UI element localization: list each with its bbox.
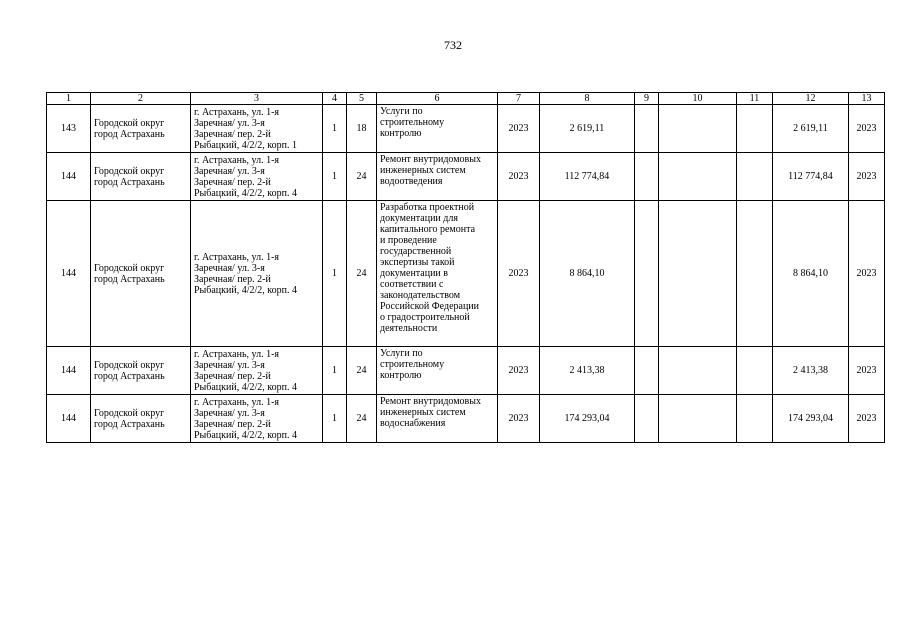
cell-col-11 (737, 201, 773, 347)
cell-col-7: 2023 (498, 395, 540, 443)
column-number: 11 (737, 93, 773, 105)
column-number-row (47, 93, 885, 105)
cell-col-13: 2023 (849, 153, 885, 201)
cell-line: капитального ремонта (380, 224, 476, 235)
cell-col-7: 2023 (498, 105, 540, 153)
cell-col-3 (191, 105, 323, 153)
cell-col-6 (377, 105, 498, 153)
cell-line: государственной (380, 246, 452, 257)
cell-col-4: 1 (323, 105, 347, 153)
cell-line: Заречная/ ул. 3-я (194, 407, 265, 419)
cell-line: Российской Федерации (380, 301, 480, 312)
cell-col-11 (737, 153, 773, 201)
cell-line: Городской округ (94, 262, 165, 274)
cell-line: город Астрахань (94, 370, 165, 382)
cell-col-4: 1 (323, 153, 347, 201)
column-number: 2 (91, 93, 191, 105)
cell-line: город Астрахань (94, 176, 165, 188)
cell-line: Заречная/ ул. 3-я (194, 262, 265, 274)
cell-line: Заречная/ ул. 3-я (194, 359, 265, 371)
column-number: 6 (377, 93, 498, 105)
cell-col-9 (635, 105, 659, 153)
column-number: 7 (498, 93, 540, 105)
cell-col-1: 143 (47, 105, 91, 153)
table-body (47, 93, 885, 443)
cell-col-10 (659, 201, 737, 347)
cell-col-9 (635, 153, 659, 201)
cell-line: Заречная/ пер. 2-й (194, 273, 271, 285)
table-row (47, 105, 885, 153)
cell-line: Рыбацкий, 4/2/2, корп. 4 (194, 429, 297, 441)
works-table (46, 92, 885, 443)
cell-line: документации для (380, 213, 458, 224)
cell-col-13: 2023 (849, 395, 885, 443)
column-number: 13 (849, 93, 885, 105)
cell-col-10 (659, 105, 737, 153)
cell-col-13: 2023 (849, 105, 885, 153)
column-number: 4 (323, 93, 347, 105)
column-number: 12 (773, 93, 849, 105)
column-number: 9 (635, 93, 659, 105)
cell-col-11 (737, 395, 773, 443)
cell-col-1: 144 (47, 201, 91, 347)
page-number: 732 (444, 38, 462, 52)
cell-col-10 (659, 347, 737, 395)
cell-col-13: 2023 (849, 347, 885, 395)
cell-line: инженерных систем (380, 407, 466, 418)
cell-col-3 (191, 395, 323, 443)
cell-line: строительному (380, 359, 445, 370)
cell-col-9 (635, 201, 659, 347)
cell-line: Разработка проектной (380, 202, 475, 213)
cell-line: г. Астрахань, ул. 1-я (194, 106, 280, 118)
cell-col-8: 174 293,04 (540, 395, 635, 443)
cell-line: Рыбацкий, 4/2/2, корп. 1 (194, 139, 297, 151)
column-number: 1 (47, 93, 91, 105)
column-number: 5 (347, 93, 377, 105)
cell-line: документации в (380, 268, 448, 279)
cell-line: город Астрахань (94, 128, 165, 140)
cell-col-1: 144 (47, 395, 91, 443)
cell-line: Рыбацкий, 4/2/2, корп. 4 (194, 381, 297, 393)
cell-col-12: 2 619,11 (773, 105, 849, 153)
cell-col-10 (659, 153, 737, 201)
cell-line: водоснабжения (380, 418, 446, 429)
column-number: 3 (191, 93, 323, 105)
cell-line: Городской округ (94, 117, 165, 129)
cell-line: Городской округ (94, 359, 165, 371)
cell-line: Рыбацкий, 4/2/2, корп. 4 (194, 187, 297, 199)
cell-col-7: 2023 (498, 201, 540, 347)
cell-col-7: 2023 (498, 347, 540, 395)
cell-line: соответствии с (380, 279, 444, 290)
cell-col-8: 112 774,84 (540, 153, 635, 201)
cell-line: город Астрахань (94, 418, 165, 430)
cell-line: Заречная/ ул. 3-я (194, 117, 265, 129)
cell-line: о градостроительной (380, 312, 470, 323)
table-row (47, 347, 885, 395)
cell-line: Заречная/ ул. 3-я (194, 165, 265, 177)
cell-col-9 (635, 347, 659, 395)
cell-col-5: 24 (347, 395, 377, 443)
cell-col-13: 2023 (849, 201, 885, 347)
cell-col-12: 8 864,10 (773, 201, 849, 347)
cell-line: Ремонт внутридомовых (380, 154, 482, 165)
cell-col-12: 174 293,04 (773, 395, 849, 443)
cell-col-6 (377, 347, 498, 395)
cell-line: инженерных систем (380, 165, 466, 176)
cell-line: Заречная/ пер. 2-й (194, 128, 271, 140)
cell-line: Услуги по (380, 106, 423, 117)
cell-col-4: 1 (323, 201, 347, 347)
cell-line: экспертизы такой (380, 257, 455, 268)
cell-col-9 (635, 395, 659, 443)
cell-col-5: 18 (347, 105, 377, 153)
cell-col-2 (91, 395, 191, 443)
cell-line: Заречная/ пер. 2-й (194, 176, 271, 188)
cell-line: г. Астрахань, ул. 1-я (194, 251, 280, 263)
cell-col-3 (191, 347, 323, 395)
cell-line: г. Астрахань, ул. 1-я (194, 348, 280, 360)
cell-col-2 (91, 105, 191, 153)
cell-line: контролю (380, 128, 422, 139)
cell-col-5: 24 (347, 153, 377, 201)
cell-line: контролю (380, 370, 422, 381)
cell-col-8: 8 864,10 (540, 201, 635, 347)
cell-line: Заречная/ пер. 2-й (194, 418, 271, 430)
cell-line: водоотведения (380, 176, 443, 187)
cell-col-12: 2 413,38 (773, 347, 849, 395)
cell-line: г. Астрахань, ул. 1-я (194, 396, 280, 408)
column-number: 10 (659, 93, 737, 105)
cell-col-2 (91, 347, 191, 395)
cell-line: строительному (380, 117, 445, 128)
cell-col-4: 1 (323, 347, 347, 395)
cell-col-6 (377, 153, 498, 201)
cell-line: город Астрахань (94, 273, 165, 285)
cell-col-11 (737, 347, 773, 395)
table-row (47, 201, 885, 347)
cell-col-1: 144 (47, 347, 91, 395)
cell-line: законодательством (380, 290, 461, 301)
cell-line: Услуги по (380, 348, 423, 359)
cell-col-12: 112 774,84 (773, 153, 849, 201)
cell-col-8: 2 413,38 (540, 347, 635, 395)
cell-col-3 (191, 153, 323, 201)
cell-line: Ремонт внутридомовых (380, 396, 482, 407)
cell-col-8: 2 619,11 (540, 105, 635, 153)
cell-col-2 (91, 153, 191, 201)
cell-col-6 (377, 395, 498, 443)
cell-col-6 (377, 201, 498, 347)
cell-col-2 (91, 201, 191, 347)
cell-col-1: 144 (47, 153, 91, 201)
cell-line: Рыбацкий, 4/2/2, корп. 4 (194, 284, 297, 296)
column-number: 8 (540, 93, 635, 105)
cell-col-5: 24 (347, 347, 377, 395)
cell-line: Городской округ (94, 407, 165, 419)
table-row (47, 153, 885, 201)
cell-col-7: 2023 (498, 153, 540, 201)
cell-line: Заречная/ пер. 2-й (194, 370, 271, 382)
cell-col-11 (737, 105, 773, 153)
cell-line: деятельности (380, 323, 438, 334)
table-row (47, 395, 885, 443)
cell-line: Городской округ (94, 165, 165, 177)
cell-col-3 (191, 201, 323, 347)
cell-col-5: 24 (347, 201, 377, 347)
cell-col-4: 1 (323, 395, 347, 443)
cell-col-10 (659, 395, 737, 443)
cell-line: и проведение (380, 235, 437, 246)
cell-line: г. Астрахань, ул. 1-я (194, 154, 280, 166)
